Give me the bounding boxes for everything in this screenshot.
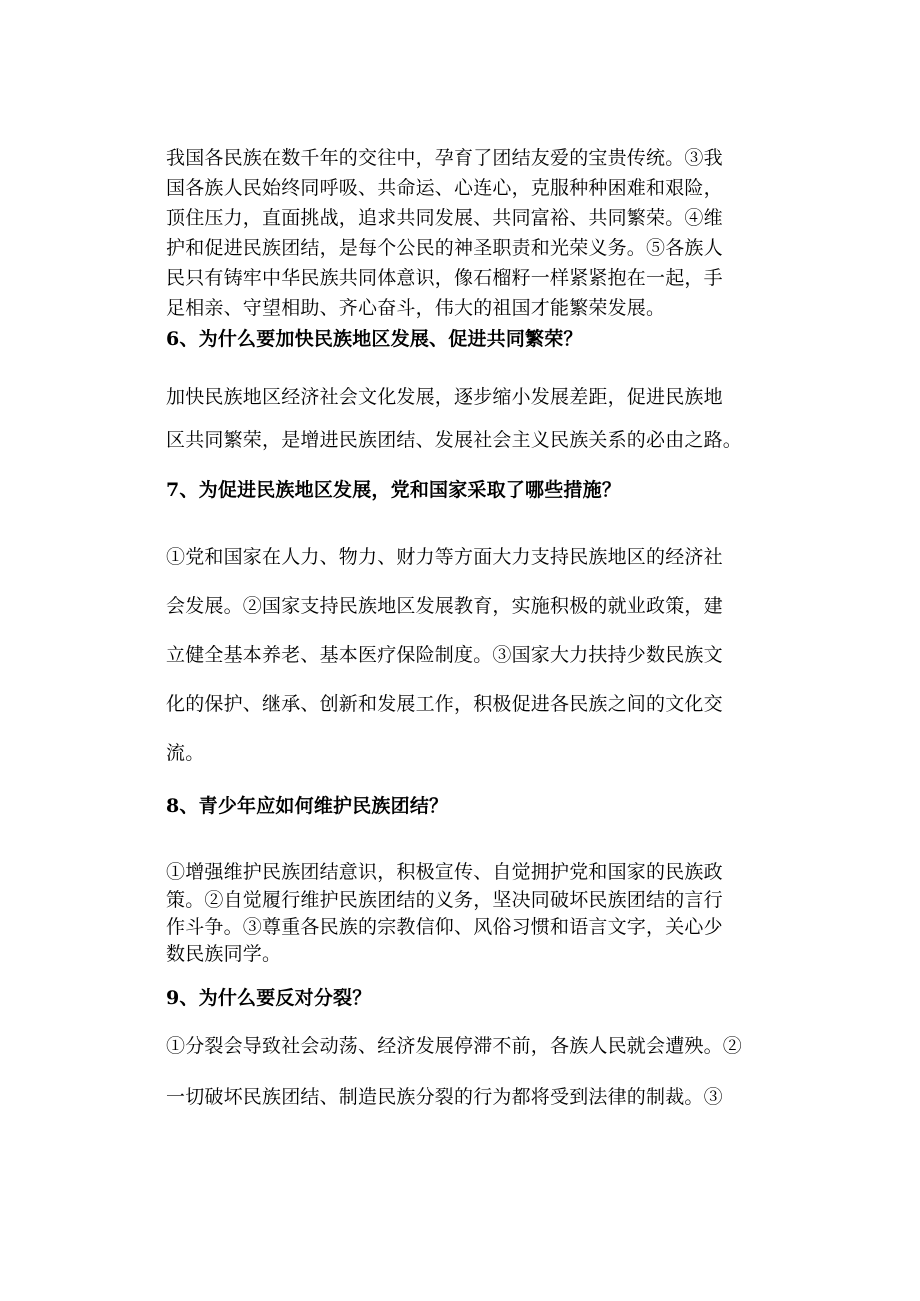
paragraph-line: 我国各民族在数千年的交往中，孕育了团结友爱的宝贵传统。③我 [166, 147, 723, 169]
answer-7-line: 立健全基本养老、基本医疗保险制度。③国家大力扶持少数民族文 [166, 644, 723, 666]
paragraph-line: 民只有铸牢中华民族共同体意识，像石榴籽一样紧紧抱在一起，手 [166, 267, 723, 289]
question-8-heading: 8、青少年应如何维护民族团结？ [166, 795, 449, 817]
answer-7-line: ①党和国家在人力、物力、财力等方面大力支持民族地区的经济社 [166, 546, 723, 568]
answer-6-line: 加快民族地区经济社会文化发展，逐步缩小发展差距，促进民族地 [166, 386, 723, 408]
question-7-heading: 7、为促进民族地区发展，党和国家采取了哪些措施？ [166, 479, 622, 501]
answer-7-line: 会发展。②国家支持民族地区发展教育，实施积极的就业政策，建 [166, 595, 723, 617]
answer-9-line: 一切破坏民族团结、制造民族分裂的行为都将受到法律的制裁。③ [166, 1086, 723, 1108]
question-6-heading: 6、为什么要加快民族地区发展、促进共同繁荣？ [166, 328, 583, 350]
paragraph-line: 足相亲、守望相助、齐心奋斗，伟大的祖国才能繁荣发展。 [166, 297, 666, 319]
answer-8-line: 策。②自觉履行维护民族团结的义务，坚决同破坏民族团结的言行 [166, 889, 723, 911]
paragraph-line: 顶住压力，直面挑战，追求共同发展、共同富裕、共同繁荣。④维 [166, 207, 723, 229]
question-9-heading: 9、为什么要反对分裂？ [166, 987, 372, 1009]
answer-8-line: 数民族同学。 [166, 943, 282, 965]
answer-9-line: ①分裂会导致社会动荡、经济发展停滞不前，各族人民就会遭殃。② [166, 1035, 743, 1057]
answer-8-line: 作斗争。③尊重各民族的宗教信仰、风俗习惯和语言文字，关心少 [166, 916, 723, 938]
answer-6-line: 区共同繁荣，是增进民族团结、发展社会主义民族关系的必由之路。 [166, 429, 743, 451]
answer-7-line: 化的保护、继承、创新和发展工作，积极促进各民族之间的文化交 [166, 693, 723, 715]
answer-7-line: 流。 [166, 742, 205, 764]
paragraph-line: 国各族人民始终同呼吸、共命运、心连心，克服种种困难和艰险， [166, 177, 723, 199]
paragraph-line: 护和促进民族团结，是每个公民的神圣职责和光荣义务。⑤各族人 [166, 237, 723, 259]
answer-8-line: ①增强维护民族团结意识，积极宣传、自觉拥护党和国家的民族政 [166, 861, 723, 883]
